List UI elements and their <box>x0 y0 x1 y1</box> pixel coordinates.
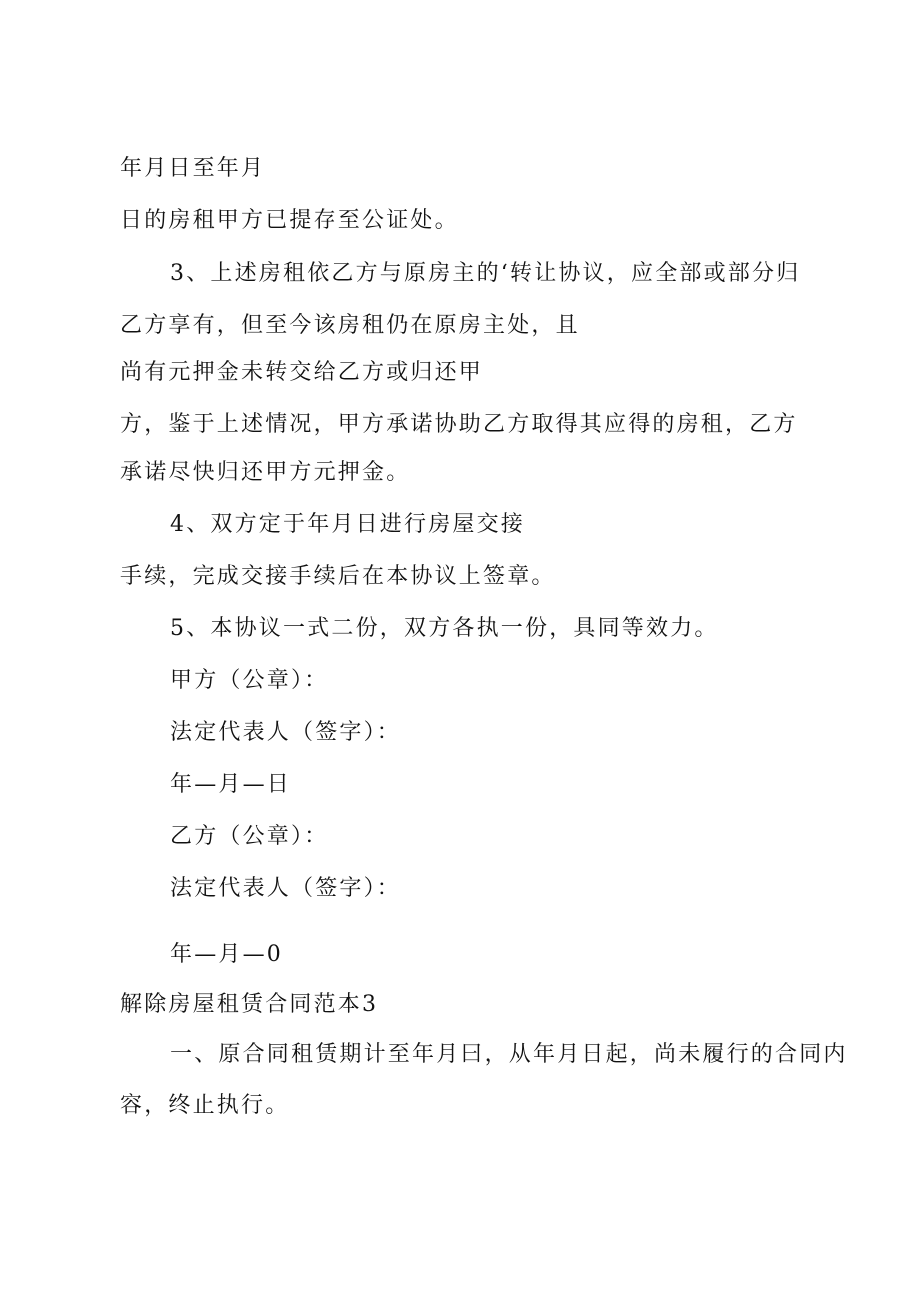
text-line: 尚有元押金未转交给乙方或归还甲 <box>120 360 484 385</box>
paragraph-4-start: 4、双方定于年月日进行房屋交接 <box>170 512 525 537</box>
clause-1-start: 一、原合同租赁期计至年月曰，从年月日起，尚未履行的合同内 <box>170 1042 848 1067</box>
text-line: 承诺尽快归还甲方元押金。 <box>120 460 411 485</box>
text-line: 乙方享有，但至今该房租仍在原房主处，且 <box>120 313 580 338</box>
section-title: 解除房屋租赁合同范本3 <box>120 992 379 1017</box>
party-b-representative: 法定代表人（签字）： <box>170 876 402 901</box>
party-a-representative: 法定代表人（签字）： <box>170 720 402 745</box>
text-line: 手续，完成交接手续后在本协议上签章。 <box>120 564 556 589</box>
text-line: 日的房租甲方已提存至公证处。 <box>120 208 459 233</box>
text-line: 年月日至年月 <box>120 156 266 181</box>
party-b-date: 年—月—0 <box>170 942 283 967</box>
party-b-seal: 乙方（公章）： <box>170 824 329 849</box>
party-a-seal: 甲方（公章）： <box>170 668 329 693</box>
paragraph-3-start: 3、上述房租依乙方与原房主的‘转让协议，应全部或部分归 <box>170 261 801 286</box>
text-line: 容，终止执行。 <box>120 1093 290 1118</box>
party-a-date: 年—月—日 <box>170 772 292 797</box>
paragraph-5: 5、本协议一式二份，双方各执一份，具同等效力。 <box>170 616 719 641</box>
text-line: 方，鉴于上述情况，甲方承诺协助乙方取得其应得的房租，乙方 <box>120 412 798 437</box>
